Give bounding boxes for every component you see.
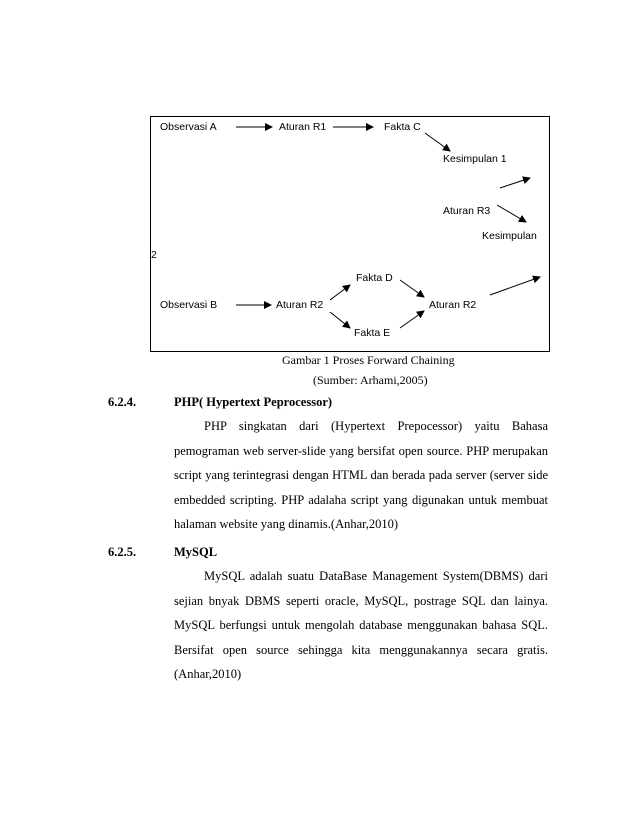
paragraph-line: (Anhar,2010) [174,667,242,681]
node-fakta-d: Fakta D [356,272,393,284]
section-heading-php [108,395,332,410]
figure-caption: Gambar 1 Proses Forward Chaining [282,353,455,367]
node-kesimpulan-2: Kesimpulan [482,230,537,242]
section-number: 6.2.5. [108,545,137,559]
paragraph-line: script yang terintegrasi dengan HTML dan berada pada server (server side [174,468,548,482]
paragraph-line: MySQL berfungsi untuk mengolah database menggunakan bahasa SQL. [174,618,548,632]
paragraph-line: pemograman web server-slide yang bersifat open source. PHP merupakan [174,443,548,458]
paragraph-line: PHP singkatan dari (Hypertext Prepocessor) yaitu Bahasa [204,419,548,433]
node-fakta-e: Fakta E [354,327,391,339]
node-observasi-a: Observasi A [160,121,217,133]
node-fakta-c: Fakta C [384,121,421,133]
section-title: PHP( Hypertext Peprocessor) [174,395,333,409]
section-heading-mysql [108,545,217,560]
paragraph-line: MySQL adalah suatu DataBase Management System(DBMS) dari [204,569,548,583]
node-aturan-r2-right: Aturan R2 [429,299,477,311]
section-title: MySQL [174,545,218,559]
paragraph-line: sejian bnyak DBMS seperti oracle, MySQL, postrage SQL dan lainya. [174,593,548,608]
figure-source: (Sumber: Arhami,2005) [313,373,428,387]
node-observasi-b: Observasi B [160,299,218,311]
node-kesimpulan-2-suffix: 2 [151,249,157,261]
php-paragraph [174,414,548,537]
node-aturan-r3: Aturan R3 [443,205,491,217]
paragraph-line: embedded scripting. PHP adalaha script yang digunakan untuk membuat [174,492,548,507]
node-kesimpulan-1: Kesimpulan 1 [443,153,507,165]
paragraph-line: Bersifat open source sehingga kita menggunakannya secara gratis. [174,642,548,657]
node-aturan-r1: Aturan R1 [279,121,327,133]
section-number: 6.2.4. [108,395,137,409]
mysql-paragraph [174,564,548,687]
paragraph-line: halaman website yang dinamis.(Anhar,2010) [174,517,399,531]
node-aturan-r2-left: Aturan R2 [276,299,324,311]
